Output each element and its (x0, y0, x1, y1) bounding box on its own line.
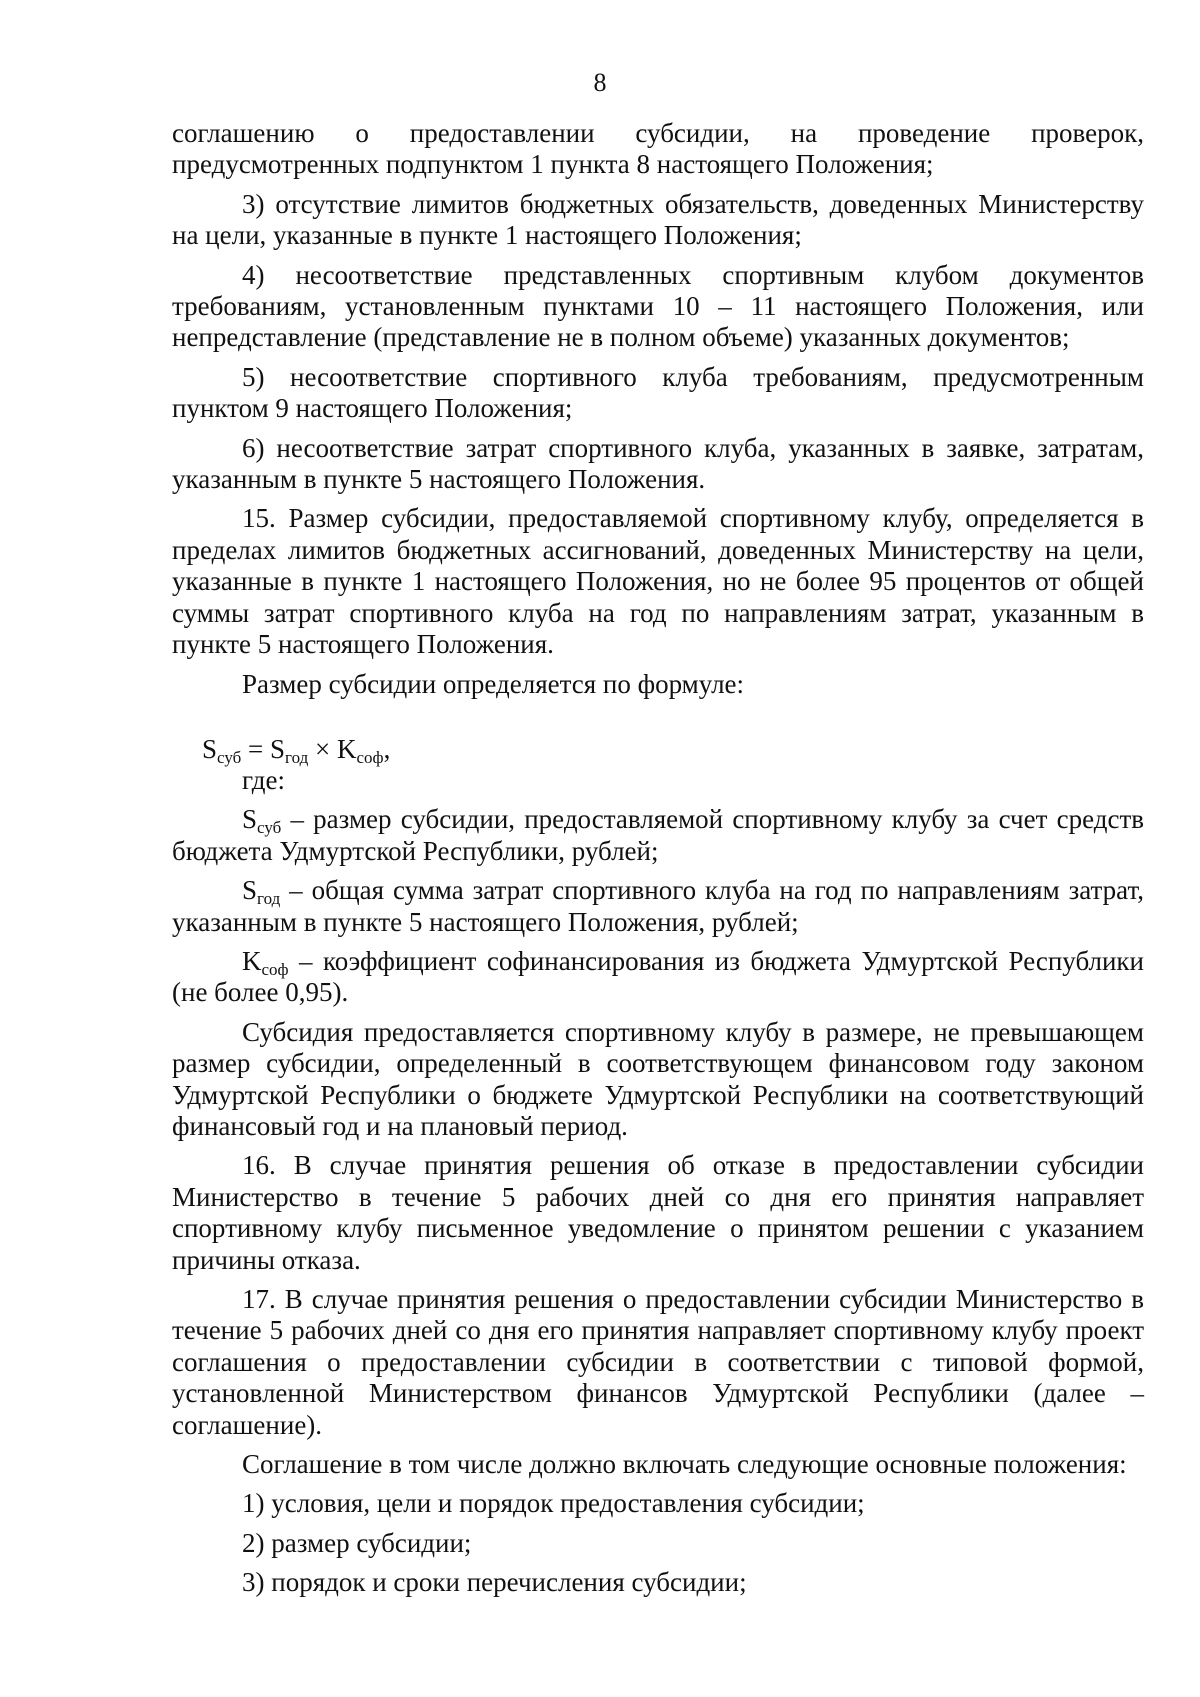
var-s-sub-index: суб (257, 818, 282, 838)
definition-k-sof-text: – коэффициент софинансирования из бюджета Удмуртской Республики (не более 0,95). (172, 945, 1144, 1008)
list-item-3: 3) отсутствие лимитов бюджетных обязательств, доведенных Министерству на цели, указанные в пункте 1 настоящего Положения; (172, 188, 1144, 251)
subsidy-limit-paragraph: Субсидия предоставляется спортивному клубу в размере, не превышающем размер субсидии, определенный в соответствующем финансовом году законом Удмуртской Республики о бюджете Удмуртской Республики на соответствующий финансовый год и на плановый период. (172, 1016, 1144, 1141)
formula-times: × (308, 733, 337, 764)
clause-17: 17. В случае принятия решения о предоставлении субсидии Министерство в течение 5 рабочих дней со дня его принятия направляет спортивному клубу проект соглашения о предоставлении субсидии в соответствии с типовой формой, установленной Министерством финансов Удмуртской Республики (далее – соглашение). (172, 1284, 1144, 1440)
formula-s1: S (202, 733, 218, 764)
list-item-5: 5) несоответствие спортивного клуба требованиям, предусмотренным пунктом 9 настоящего Положения; (172, 361, 1144, 424)
definition-s-sub-text: – размер субсидии, предоставляемой спортивному клубу за счет средств бюджета Удмуртской Республики, рублей; (172, 804, 1144, 866)
formula-sub-sub: суб (217, 747, 242, 767)
formula-intro: Размер субсидии определяется по формуле: (242, 668, 745, 699)
formula-eq: = (241, 733, 271, 764)
subsidy-formula (172, 734, 1144, 765)
formula-sub-god: год (285, 747, 309, 767)
provision-item-1: 1) условия, цели и порядок предоставления субсидии; (242, 1488, 865, 1519)
var-s-god: S (242, 875, 258, 906)
where-label: где: (242, 764, 285, 795)
var-s-sub: S (242, 804, 258, 835)
paragraph-agreement-continuation: соглашению о предоставлении субсидии, на проведение проверок, предусмотренных подпунктом 1 пункта 8 настоящего Положения; (172, 118, 1144, 180)
clause-15: 15. Размер субсидии, предоставляемой спортивному клубу, определяется в пределах лимитов бюджетных ассигнований, доведенных Министерству на цели, указанные в пункте 1 настоящего Положения, но не более 95 процентов от общей суммы затрат спортивного клуба на год по направлениям затрат, указанным в пункте 5 настоящего Положения. (172, 503, 1144, 660)
formula-k: K (337, 733, 357, 764)
page-number: 8 (593, 68, 607, 97)
agreement-provisions-intro: Соглашение в том числе должно включать следующие основные положения: (242, 1449, 1127, 1480)
formula-sub-sof: соф (356, 747, 384, 767)
definition-s-sub (172, 804, 1144, 867)
list-item-4: 4) несоответствие представленных спортивным клубом документов требованиям, установленным пунктами 10 – 11 настоящего Положения, или непредставление (представление не в полном объеме) указанных документов; (172, 259, 1144, 353)
provision-item-2: 2) размер субсидии; (242, 1527, 472, 1558)
definition-s-god (172, 875, 1144, 938)
var-k-sof: K (242, 945, 262, 976)
document-body (172, 118, 1144, 1599)
list-item-6: 6) несоответствие затрат спортивного клуба, указанных в заявке, затратам, указанным в пункте 5 настоящего Положения. (172, 432, 1144, 495)
clause-16: 16. В случае принятия решения об отказе в предоставлении субсидии Министерство в течение 5 рабочих дней со дня его принятия направляет спортивному клубу письменное уведомление о принятом решении с указанием причины отказа. (172, 1150, 1144, 1275)
var-k-sof-index: соф (261, 959, 289, 979)
definition-k-sof (172, 946, 1144, 1009)
formula-s2: S (270, 733, 286, 764)
definition-s-god-text: – общая сумма затрат спортивного клуба на год по направлениям затрат, указанным в пункте 5 настоящего Положения, рублей; (172, 875, 1144, 937)
var-s-god-index: год (257, 889, 281, 909)
formula-tail: , (383, 733, 391, 764)
provision-item-3: 3) порядок и сроки перечисления субсидии; (242, 1567, 747, 1598)
